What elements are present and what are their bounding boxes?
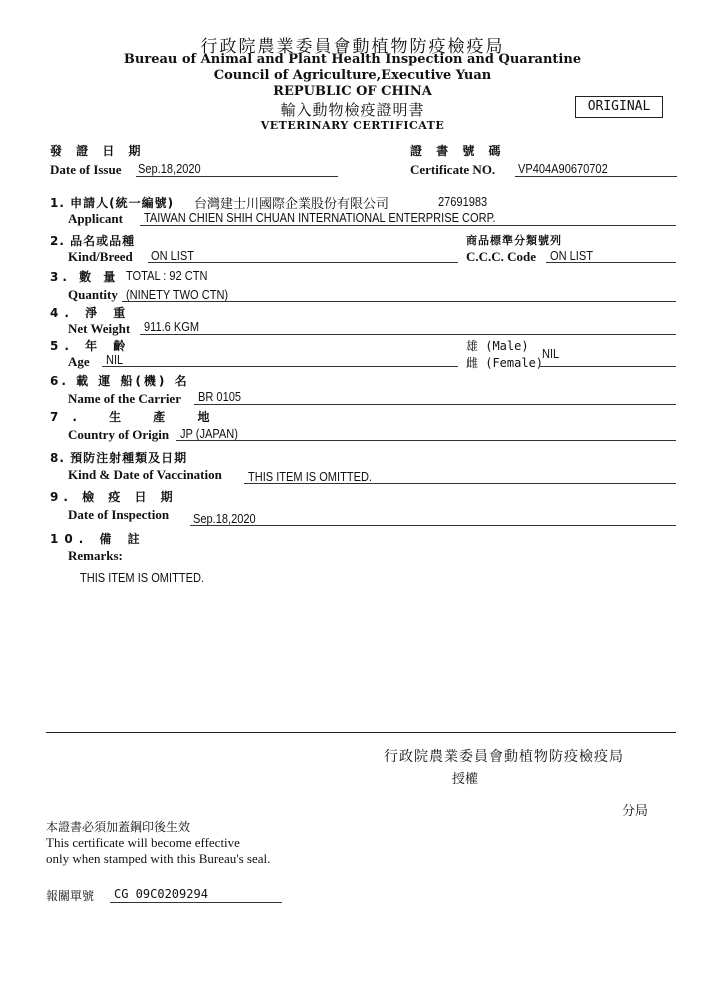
seal-note-en-line1: This certificate will become effective [46,835,240,850]
quantity-total: TOTAL : 92 CTN [126,268,208,283]
certificate-no-value: VP404A90670702 [518,161,608,176]
remarks-cn-label: 10. 備 註 [50,532,146,546]
kind-cn-label: 2. 品名或品種 [50,234,136,248]
inspection-cn-label: 9. 檢 疫 日 期 [50,490,178,504]
bureau-chinese-title: 行政院農業委員會動植物防疫檢疫局 [200,37,505,57]
footer-bureau-cn: 行政院農業委員會動植物防疫檢疫局 [384,749,624,765]
country-name: REPUBLIC OF CHINA [273,84,432,99]
origin-cn-label: 7. 生 產 地 [50,410,224,424]
remarks-label: Remarks: [68,548,123,563]
applicant-id: 27691983 [438,194,488,209]
issue-date-cn-label: 發 證 日 期 [50,144,146,158]
male-label: 雄 (Male) [466,339,529,353]
vaccination-cn-label: 8. 預防注射種類及日期 [50,451,188,465]
quantity-cn-label: 3. 數 量 [50,270,120,284]
certificate-no-label: Certificate NO. [410,162,496,177]
quantity-label: Quantity [68,287,118,302]
original-stamp: ORIGINAL [575,96,663,118]
issue-date-value: Sep.18,2020 [138,161,201,176]
customs-value: CG 09C0209294 [114,887,208,901]
weight-value: 911.6 KGM [144,319,200,334]
weight-cn-label: 4. 淨 重 [50,306,132,320]
ccc-cn-label: 商品標準分類號列 [466,234,562,247]
female-label: 雌 (Female) [466,356,544,370]
weight-label: Net Weight [68,321,131,336]
applicant-cn-label: 1. 申請人(統一編號) [50,196,175,210]
age-label: Age [68,354,90,369]
remarks-value: THIS ITEM IS OMITTED. [80,570,205,585]
certificate-chinese-title: 輸入動物檢疫證明書 [280,101,425,119]
kind-value: ON LIST [151,248,194,263]
applicant-value: TAIWAN CHIEN SHIH CHUAN INTERNATIONAL ENTERPRISE CORP. [144,210,496,225]
seal-note-cn: 本證書必須加蓋鋼印後生效 [46,820,191,834]
certificate-no-cn-label: 證 書 號 碼 [410,144,506,158]
carrier-label: Name of the Carrier [68,391,181,406]
bureau-english-name: Bureau of Animal and Plant Health Inspection and Quarantine [123,52,582,67]
seal-note-en-line2: only when stamped with this Bureau's seal. [46,851,271,866]
inspection-value: Sep.18,2020 [193,511,256,526]
footer-authorized-cn: 授權 [452,772,479,787]
applicant-cn-value: 台灣建士川國際企業股份有限公司 [194,197,390,212]
council-name: Council of Agriculture,Executive Yuan [213,68,492,83]
ccc-label: C.C.C. Code [466,249,537,264]
sex-value: NIL [542,346,560,361]
origin-value: JP (JAPAN) [180,426,238,441]
vaccination-label: Kind & Date of Vaccination [68,467,222,482]
footer-branch-cn: 分局 [622,804,649,819]
issue-date-label: Date of Issue [50,162,122,177]
origin-label: Country of Origin [68,427,170,442]
inspection-label: Date of Inspection [68,507,170,522]
carrier-cn-label: 6. 載 運 船(機) 名 [50,374,190,388]
ccc-value: ON LIST [550,248,593,263]
quantity-value: (NINETY TWO CTN) [126,287,229,302]
vaccination-value: THIS ITEM IS OMITTED. [248,469,373,484]
carrier-value: BR 0105 [198,389,242,404]
age-value: NIL [106,352,124,367]
applicant-label: Applicant [68,211,123,226]
customs-cn-label: 報關單號 [46,889,95,903]
age-cn-label: 5. 年 齡 [50,339,132,353]
kind-label: Kind/Breed [68,249,133,264]
certificate-english-title: VETERINARY CERTIFICATE [260,119,445,132]
